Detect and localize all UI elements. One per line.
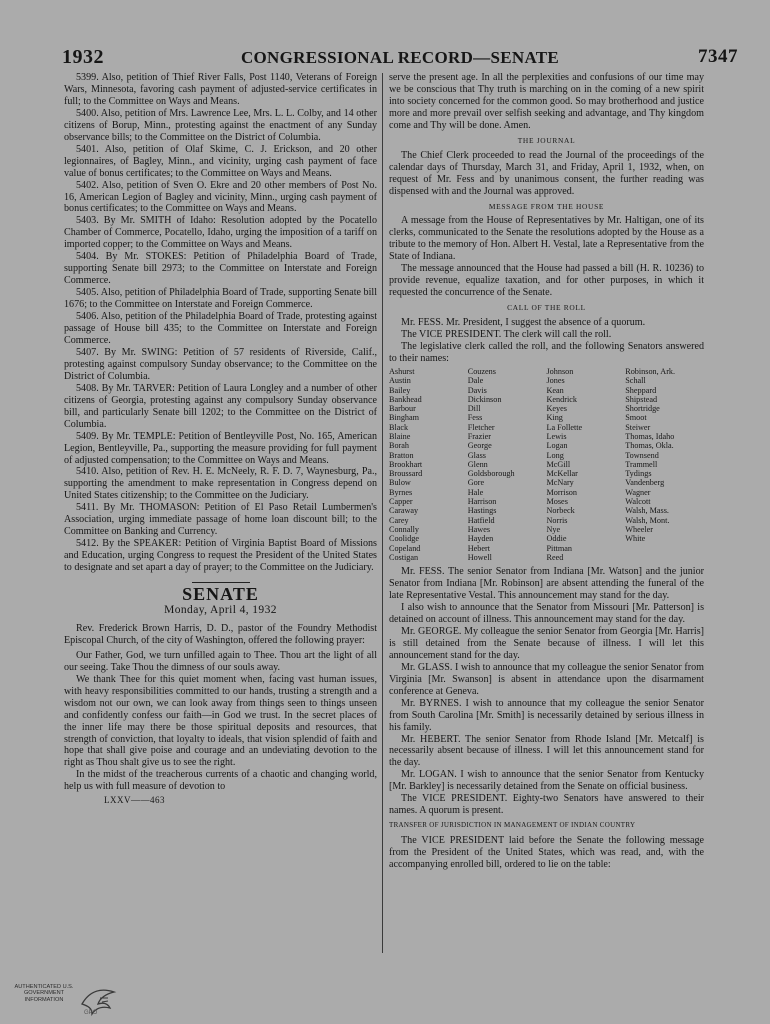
petition-item: 5406. Also, petition of the Philadelphia Board of Trade, protesting against passage of House bill 435; to the Committee on Interstate and Foreign Commerce. bbox=[64, 311, 377, 346]
prayer-intro: Rev. Frederick Brown Harris, D. D., pastor of the Foundry Methodist Episcopal Church, of the city of Washington, offered the following prayer: bbox=[64, 622, 377, 646]
senator-name: Frazier bbox=[467, 432, 491, 441]
senator-name: Norbeck bbox=[546, 506, 575, 516]
senator-name: Blaine bbox=[389, 432, 411, 441]
senator-name: Logan bbox=[546, 441, 568, 451]
petition-item: 5409. By Mr. TEMPLE: Petition of Bentleyville Post, No. 165, American Legion, Bentleyville, Pa., supporting the measure providing for full payment of adjusted compensation; to the Committee on Ways and Means. bbox=[64, 430, 377, 466]
senator-roll-row bbox=[389, 367, 704, 562]
petition-item: 5411. By Mr. THOMASON: Petition of El Paso Retail Lumbermen's Association, urging immediate passage of home loan discount bill; to the Committee on Banking and Currency. bbox=[64, 502, 377, 538]
senator-roll-column bbox=[389, 367, 468, 562]
roll-call-paragraph: Mr. FESS. Mr. President, I suggest the absence of a quorum. bbox=[401, 317, 646, 329]
senator-name: Shipstead bbox=[625, 394, 658, 404]
senator-name: Walsh, Mass. bbox=[625, 506, 669, 516]
roll-call-paragraph: The VICE PRESIDENT. The clerk will call the roll. bbox=[401, 329, 612, 341]
senator-name: Walsh, Mont. bbox=[625, 515, 670, 525]
journal-paragraph: The Chief Clerk proceeded to read the Journal of the proceedings of the calendar days of Thursday, March 31, and Friday, April 1, 1932, when, on request of Mr. Fess and by unanimous consent, the further reading was dispensed with and the Journal was approved. bbox=[389, 149, 704, 197]
petition-item: 5404. By Mr. STOKES: Petition of Philadelphia Board of Trade, supporting Senate bill 2973; to the Committee on Interstate and Foreign Commerce. bbox=[64, 251, 377, 287]
senator-name: Fletcher bbox=[467, 422, 495, 432]
senator-name: Long bbox=[546, 450, 564, 460]
prayer-paragraph: In the midst of the treacherous currents of a chaotic and changing world, help us with full measure of devotion to bbox=[64, 769, 377, 793]
senator-name: Moses bbox=[546, 497, 568, 507]
senator-name: Pittman bbox=[546, 543, 572, 553]
senator-name: Keyes bbox=[546, 404, 567, 414]
header-page-number: 7347 bbox=[698, 46, 738, 67]
roll-call-paragraph: The legislative clerk called the roll, and the following Senators answered to their names: bbox=[389, 341, 704, 364]
announcement-paragraph: Mr. BYRNES. I wish to announce that my colleague the senior Senator from South Carolina [Mr. Smith] is necessarily detained by serious illness in his family. bbox=[389, 697, 704, 733]
senator-name: Kean bbox=[546, 385, 564, 395]
senator-name: McGill bbox=[546, 459, 571, 469]
senator-name: Smoot bbox=[625, 413, 647, 423]
petition-item: 5403. By Mr. SMITH of Idaho: Resolution adopted by the Pocatello Chamber of Commerce, Pocatello, Idaho, urging the imposition of a tariff on imported copper; to the Committee on Ways and Means. bbox=[64, 215, 377, 251]
senator-name: Morrison bbox=[546, 487, 577, 497]
senator-name: Reed bbox=[546, 552, 564, 562]
senator-name: Oddie bbox=[546, 534, 567, 544]
senator-name: Schall bbox=[625, 376, 646, 386]
senator-name: Hebert bbox=[467, 543, 491, 553]
senator-name: Wheeler bbox=[625, 524, 653, 534]
petition-item: 5401. Also, petition of Olaf Skime, C. J. Erickson, and 20 other legionnaires, of Bagley, Minn., and vicinity, urging cash payment of face value of bonus certificates; to the Committee on Ways and Means. bbox=[64, 143, 377, 179]
senator-name: Jones bbox=[546, 376, 565, 386]
senator-roll-column bbox=[625, 367, 704, 562]
announcement-paragraph: Mr. GEORGE. My colleague the senior Senator from Georgia [Mr. Harris] is still detained from the Senate because of illness. I will let this announcement stand for the day. bbox=[389, 625, 704, 661]
senator-name: Tydings bbox=[625, 469, 652, 479]
petition-item: 5410. Also, petition of Rev. H. E. McNeely, R. F. D. 7, Waynesburg, Pa., supporting the amendment to make representation in Congress depend on United States citizenship; to the Committee on the Judiciary. bbox=[64, 466, 377, 502]
senator-name: Caraway bbox=[389, 506, 419, 516]
senator-name: Howell bbox=[467, 552, 492, 562]
senator-name: Harrison bbox=[467, 497, 497, 507]
senator-name: Borah bbox=[389, 441, 410, 451]
senate-heading: SENATE bbox=[182, 584, 259, 605]
senator-name: Shortridge bbox=[625, 404, 660, 414]
house-message-paragraph: The message announced that the House had passed a bill (H. R. 10236) to provide revenue, equalize taxation, and for other purposes, in which it requested the concurrence of the Senate. bbox=[389, 263, 704, 299]
gpo-label: GPO bbox=[84, 1010, 98, 1016]
senator-name: George bbox=[467, 441, 492, 451]
senator-name: White bbox=[625, 534, 646, 544]
senator-name: Steiwer bbox=[625, 422, 651, 432]
senator-name: Trammell bbox=[625, 459, 658, 469]
announcement-paragraph: I also wish to announce that the Senator from Missouri [Mr. Patterson] is detained on account of illness. This announcement may stand for the day. bbox=[389, 602, 704, 625]
senator-name: Couzens bbox=[467, 366, 496, 376]
senator-name: Hale bbox=[467, 487, 484, 497]
senator-name: Glass bbox=[467, 450, 486, 460]
senator-name: La Follette bbox=[546, 422, 583, 432]
senator-name: Bulow bbox=[389, 478, 411, 488]
senator-roll-column bbox=[547, 367, 626, 562]
senator-name: Kendrick bbox=[546, 394, 577, 404]
prayer-paragraph: We thank Thee for this quiet moment when, facing vast human issues, with heavy responsibilities committed to our hands, trusting a strength and a wisdom not our own, we can look away from things seen to things unseen and confidently confess our faith—in God we trust. In the secret places of the inner life may there be those spiritual deposits and resources, that strength of conviction, that loyalty to ideals, that vision splendid of faith and hope that shall give poise and courage and an undeviating devotion to the right as Thou shalt give us to see the right. bbox=[64, 673, 377, 769]
senator-name: Gore bbox=[467, 478, 485, 488]
senator-name: Dickinson bbox=[467, 394, 502, 404]
senator-name: Thomas, Okla. bbox=[625, 441, 674, 451]
announcement-paragraph: Mr. LOGAN. I wish to announce that the senior Senator from Kentucky [Mr. Barkley] is necessarily detained from the Senate on official business. bbox=[389, 769, 704, 793]
call-roll-heading: CALL OF THE ROLL bbox=[507, 303, 586, 313]
senator-name: Capper bbox=[389, 497, 413, 507]
senator-name: Hastings bbox=[467, 506, 497, 516]
senator-name: Carey bbox=[389, 515, 409, 525]
senator-name: Norris bbox=[546, 515, 568, 525]
transfer-paragraph: The VICE PRESIDENT laid before the Senate the following message from the President of the United States, which was read, and, with the accompanying enrolled bill, ordered to lie on the table: bbox=[389, 835, 704, 871]
petition-item: 5412. By the SPEAKER: Petition of Virginia Baptist Board of Missions and Education, urging Congress to request the President of the United States to designate and set apart a day of prayer; to the Committee on the Judiciary. bbox=[64, 538, 377, 574]
petition-list bbox=[64, 72, 377, 574]
authentication-seal bbox=[14, 984, 124, 1020]
senator-roll-table bbox=[389, 367, 704, 562]
petition-item: 5408. By Mr. TARVER: Petition of Laura Longley and a number of other citizens of Georgia, protesting against any compulsory Sunday observance bill, and particularly Senate bill 1202; to the Committee on the District of Columbia. bbox=[64, 382, 377, 430]
senator-name: Broussard bbox=[389, 469, 423, 479]
senator-name: Lewis bbox=[546, 432, 567, 441]
senator-name: Bankhead bbox=[389, 394, 422, 404]
senator-name: Davis bbox=[467, 385, 487, 395]
petition-item: 5402. Also, petition of Sven O. Ekre and 20 other members of Post No. 16, American Legion of Bagley and vicinity, Minn., urging cash payment of bonus certificates; to the Committee on Ways and Means. bbox=[64, 179, 377, 215]
senator-name: Brookhart bbox=[389, 459, 423, 469]
transfer-heading: TRANSFER OF JURISDICTION IN MANAGEMENT OF INDIAN COUNTRY bbox=[389, 821, 636, 830]
senator-name: Bailey bbox=[389, 385, 411, 395]
section-divider bbox=[192, 582, 250, 583]
header-title: CONGRESSIONAL RECORD—SENATE bbox=[240, 48, 560, 67]
senator-roll-column bbox=[468, 367, 547, 562]
senator-name: Goldsborough bbox=[467, 469, 515, 479]
senator-name: Ashurst bbox=[389, 366, 415, 376]
house-message-paragraph: A message from the House of Representatives by Mr. Haltigan, one of its clerks, communicated to the Senate the resolutions adopted by the House as a tribute to the memory of Hon. Albert H. Vestal, late a Representative from the State of Indiana. bbox=[389, 215, 704, 263]
senator-name: Johnson bbox=[546, 366, 574, 376]
prayer-paragraph: Our Father, God, we turn unfilled again to Thee. Thou art the light of all our seeing. Take Thou the dimness of our souls away. bbox=[64, 649, 377, 673]
senator-name: Dill bbox=[467, 404, 481, 414]
senator-name: Sheppard bbox=[625, 385, 657, 395]
announcement-paragraph: Mr. GLASS. I wish to announce that my colleague the senior Senator from Virginia [Mr. Swanson] is absent in attendance upon the disarmament conference at Geneva. bbox=[389, 661, 704, 697]
petition-item: 5407. By Mr. SWING: Petition of 57 residents of Riverside, Calif., protesting against compulsory Sunday observance; to the Committee on the District of Columbia. bbox=[64, 346, 377, 382]
prayer-continued: serve the present age. In all the perplexities and confusions of our time may we be conscious that Thy truth is marching on in the coming of a new spirit into society concerned for the common good. So may brotherhood and justice more and more prevail over selfish seeking and advantage, and Thy kingdom come and Thy will be done. Amen. bbox=[389, 72, 704, 131]
senator-name: McNary bbox=[546, 478, 574, 488]
journal-heading: THE JOURNAL bbox=[517, 135, 576, 145]
senator-name: Barbour bbox=[389, 404, 416, 414]
senator-name: Hatfield bbox=[467, 515, 495, 525]
senator-name: Nye bbox=[546, 524, 561, 534]
folio-mark: LXXV——463 bbox=[104, 795, 165, 806]
senator-name: Hayden bbox=[467, 534, 494, 544]
senator-name: Townsend bbox=[625, 450, 659, 460]
announcement-paragraph: The VICE PRESIDENT. Eighty-two Senators have answered to their names. A quorum is present. bbox=[389, 793, 704, 817]
senator-name: Walcott bbox=[625, 497, 651, 507]
senator-name: Wagner bbox=[625, 487, 651, 497]
senator-name: Black bbox=[389, 422, 409, 432]
senator-name: Copeland bbox=[389, 543, 421, 553]
senator-name: McKellar bbox=[546, 469, 578, 479]
page-header bbox=[62, 46, 738, 70]
senator-name: Bratton bbox=[389, 450, 414, 460]
announcement-paragraph: Mr. FESS. The senior Senator from Indiana [Mr. Watson] and the junior Senator from Indiana [Mr. Robinson] are absent attending the funeral of the late Representative Vestal. This announcement may stand for the day. bbox=[389, 566, 704, 602]
petition-item: 5405. Also, petition of Philadelphia Board of Trade, supporting Senate bill 1676; to the Committee on Interstate and Foreign Commerce. bbox=[64, 287, 377, 311]
senator-name: Costigan bbox=[389, 552, 419, 562]
senator-name: Hawes bbox=[467, 524, 491, 534]
senator-name: Robinson, Ark. bbox=[625, 366, 676, 376]
senator-name: Byrnes bbox=[389, 487, 413, 497]
senator-name: Connally bbox=[389, 524, 420, 534]
petition-item: 5399. Also, petition of Thief River Falls, Post 1140, Veterans of Foreign Wars, Minnesota, favoring cash payment of adjusted-service certificates in full; to the Committee on Ways and Means. bbox=[64, 72, 377, 107]
senator-name: Glenn bbox=[467, 459, 488, 469]
header-year: 1932 bbox=[62, 46, 104, 68]
senator-name: Bingham bbox=[389, 413, 420, 423]
petition-item: 5400. Also, petition of Mrs. Lawrence Lee, Mrs. L. L. Colby, and 14 other citizens of Borup, Minn., protesting against the enactment of any Sunday observance bills; to the Committee on the District of Columbia. bbox=[64, 107, 377, 143]
senator-name: Austin bbox=[389, 376, 411, 386]
senator-name: Coolidge bbox=[389, 534, 420, 544]
right-column bbox=[389, 72, 704, 871]
senator-name: Fess bbox=[467, 413, 483, 423]
authentication-text: AUTHENTICATED U.S. GOVERNMENT INFORMATION bbox=[14, 984, 74, 1003]
column-divider bbox=[382, 73, 383, 953]
senator-name: King bbox=[546, 413, 563, 423]
announcement-paragraph: Mr. HEBERT. The senior Senator from Rhode Island [Mr. Metcalf] is necessarily absent because of illness. I will let this announcement stand for the day. bbox=[389, 733, 704, 769]
senator-name: Thomas, Idaho bbox=[625, 432, 675, 441]
senator-name: Dale bbox=[467, 376, 484, 386]
left-column bbox=[64, 72, 377, 807]
house-message-heading: MESSAGE FROM THE HOUSE bbox=[488, 201, 605, 211]
session-date: Monday, April 4, 1932 bbox=[164, 603, 277, 616]
senator-name: Vandenberg bbox=[625, 478, 665, 488]
